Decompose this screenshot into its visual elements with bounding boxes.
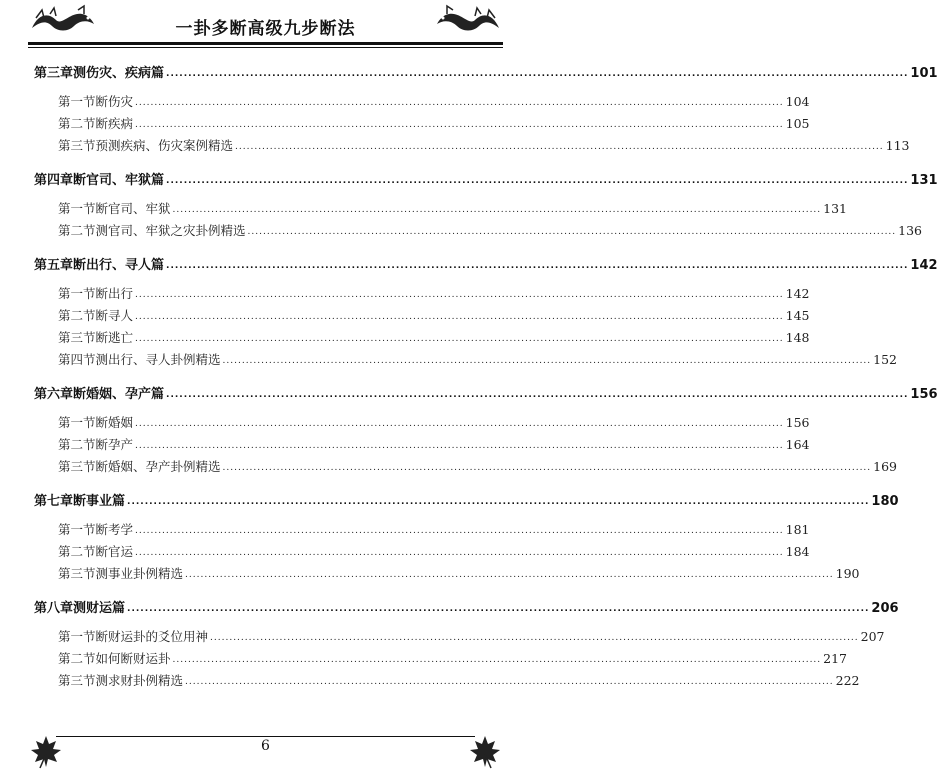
spacer — [34, 276, 485, 284]
section-entry — [34, 435, 810, 457]
section-number: 第二节 — [58, 223, 96, 238]
chapter-page-number: 156 — [910, 387, 938, 402]
section-page-number: 184 — [785, 544, 810, 559]
section-entry — [34, 114, 810, 136]
section-page-number: 217 — [823, 651, 848, 666]
dot-leader: ........................................................................................................................................................................ — [222, 356, 872, 366]
chapter-page-number: 206 — [871, 601, 899, 616]
section-page-number: 152 — [873, 352, 898, 367]
chapter-title: 断官司、牢狱篇 — [73, 173, 165, 188]
dot-leader: ........................................................................................................................................................................ — [166, 176, 909, 186]
dot-leader: ........................................................................................................................................................................ — [135, 548, 784, 558]
section-title: 测事业卦例精选 — [95, 566, 184, 581]
spacer — [34, 191, 485, 199]
book-title: 一卦多断高级九步断法 — [175, 19, 356, 39]
section-title: 断婚姻、孕产卦例精选 — [95, 459, 221, 474]
chapter-page-number: 142 — [910, 258, 938, 273]
section-number: 第二节 — [58, 308, 96, 323]
header-rule-thin — [28, 47, 503, 48]
section-title: 断孕产 — [95, 437, 134, 452]
section-number: 第一节 — [58, 94, 96, 109]
chapter-number: 第四章 — [34, 173, 74, 188]
section-page-number: 142 — [785, 286, 810, 301]
section-title: 断官运 — [95, 544, 134, 559]
chapter-entry — [34, 490, 899, 512]
section-number: 第三节 — [58, 330, 96, 345]
section-page-number: 145 — [785, 308, 810, 323]
dot-leader: ........................................................................................................................................................................ — [166, 69, 909, 79]
section-page-number: 156 — [785, 415, 810, 430]
section-entry — [34, 564, 860, 586]
dragon-icon — [433, 6, 503, 36]
maple-leaf-icon — [467, 734, 503, 770]
section-page-number: 148 — [785, 330, 810, 345]
dot-leader: ........................................................................................................................................................................ — [235, 142, 884, 152]
section-title: 断出行 — [95, 286, 134, 301]
section-entry — [34, 306, 810, 328]
section-title: 断考学 — [95, 522, 134, 537]
spacer — [34, 405, 485, 413]
section-entry — [34, 627, 885, 649]
dot-leader: ........................................................................................................................................................................ — [135, 290, 784, 300]
section-page-number: 169 — [873, 459, 898, 474]
chapter-entry — [34, 383, 938, 405]
dot-leader: ........................................................................................................................................................................ — [135, 419, 784, 429]
chapter-title: 断出行、寻人篇 — [73, 258, 165, 273]
section-title: 断官司、牢狱 — [95, 201, 171, 216]
spacer — [34, 84, 485, 92]
section-title: 如何断财运卦 — [95, 651, 171, 666]
dot-leader: ........................................................................................................................................................................ — [135, 526, 784, 536]
section-entry — [34, 92, 810, 114]
chapter-entry — [34, 597, 899, 619]
dot-leader: ........................................................................................................................................................................ — [222, 463, 872, 473]
section-number: 第四节 — [58, 352, 96, 367]
dot-leader: ........................................................................................................................................................................ — [185, 570, 834, 580]
dot-leader: ........................................................................................................................................................................ — [127, 497, 870, 507]
chapter-title: 测财运篇 — [73, 601, 126, 616]
chapter-page-number: 101 — [910, 66, 938, 81]
section-entry — [34, 457, 898, 479]
section-number: 第一节 — [58, 286, 96, 301]
section-page-number: 104 — [785, 94, 810, 109]
spacer — [34, 372, 485, 383]
section-title: 测出行、寻人卦例精选 — [95, 352, 221, 367]
section-entry — [34, 520, 810, 542]
section-page-number: 105 — [785, 116, 810, 131]
section-title: 测官司、牢狱之灾卦例精选 — [95, 223, 246, 238]
section-page-number: 113 — [885, 138, 910, 153]
section-page-number: 222 — [835, 673, 860, 688]
spacer — [34, 619, 485, 627]
dot-leader: ........................................................................................................................................................................ — [135, 120, 784, 130]
section-number: 第一节 — [58, 201, 96, 216]
page-number: 6 — [261, 738, 270, 754]
dot-leader: ........................................................................................................................................................................ — [135, 441, 784, 451]
chapter-number: 第八章 — [34, 601, 74, 616]
table-of-contents — [34, 62, 938, 693]
chapter-number: 第三章 — [34, 66, 74, 81]
section-title: 断逃亡 — [95, 330, 134, 345]
section-title: 断寻人 — [95, 308, 134, 323]
section-number: 第一节 — [58, 415, 96, 430]
section-title: 断财运卦的爻位用神 — [95, 629, 209, 644]
section-entry — [34, 413, 810, 435]
chapter-entry — [34, 169, 938, 191]
chapter-page-number: 180 — [871, 494, 899, 509]
dot-leader: ........................................................................................................................................................................ — [135, 312, 784, 322]
section-number: 第一节 — [58, 522, 96, 537]
chapter-number: 第六章 — [34, 387, 74, 402]
section-entry — [34, 328, 810, 350]
section-number: 第一节 — [58, 629, 96, 644]
dot-leader: ........................................................................................................................................................................ — [210, 633, 859, 643]
page-header — [28, 6, 503, 44]
section-number: 第三节 — [58, 138, 96, 153]
section-number: 第二节 — [58, 437, 96, 452]
section-title: 预测疾病、伤灾案例精选 — [95, 138, 234, 153]
section-entry — [34, 350, 898, 372]
dot-leader: ........................................................................................................................................................................ — [185, 677, 834, 687]
section-number: 第三节 — [58, 459, 96, 474]
section-number: 第三节 — [58, 673, 96, 688]
section-title: 断婚姻 — [95, 415, 134, 430]
dot-leader: ........................................................................................................................................................................ — [166, 261, 909, 271]
spacer — [34, 158, 485, 169]
section-title: 测求财卦例精选 — [95, 673, 184, 688]
section-page-number: 164 — [785, 437, 810, 452]
section-entry — [34, 221, 923, 243]
dot-leader: ........................................................................................................................................................................ — [172, 205, 822, 215]
section-page-number: 207 — [860, 629, 885, 644]
section-number: 第二节 — [58, 544, 96, 559]
section-page-number: 131 — [823, 201, 848, 216]
chapter-number: 第五章 — [34, 258, 74, 273]
section-entry — [34, 542, 810, 564]
section-title: 断伤灾 — [95, 94, 134, 109]
spacer — [34, 512, 485, 520]
section-title: 断疾病 — [95, 116, 134, 131]
chapter-title: 断婚姻、孕产篇 — [73, 387, 165, 402]
section-number: 第二节 — [58, 116, 96, 131]
section-entry — [34, 136, 910, 158]
chapter-title: 测伤灾、疾病篇 — [73, 66, 165, 81]
dot-leader: ........................................................................................................................................................................ — [166, 390, 909, 400]
chapter-entry — [34, 62, 938, 84]
section-page-number: 136 — [898, 223, 923, 238]
section-entry — [34, 649, 848, 671]
section-entry — [34, 284, 810, 306]
section-number: 第二节 — [58, 651, 96, 666]
footer-rule — [56, 736, 475, 737]
section-page-number: 190 — [835, 566, 860, 581]
section-entry — [34, 671, 860, 693]
section-entry — [34, 199, 848, 221]
dot-leader: ........................................................................................................................................................................ — [247, 227, 897, 237]
dot-leader: ........................................................................................................................................................................ — [135, 334, 784, 344]
spacer — [34, 479, 485, 490]
chapter-entry — [34, 254, 938, 276]
chapter-title: 断事业篇 — [73, 494, 126, 509]
dot-leader: ........................................................................................................................................................................ — [172, 655, 822, 665]
spacer — [34, 243, 485, 254]
header-rule — [28, 42, 503, 45]
chapter-page-number: 131 — [910, 173, 938, 188]
section-page-number: 181 — [785, 522, 810, 537]
page-footer — [28, 728, 503, 778]
section-number: 第三节 — [58, 566, 96, 581]
chapter-number: 第七章 — [34, 494, 74, 509]
dot-leader: ........................................................................................................................................................................ — [135, 98, 784, 108]
dot-leader: ........................................................................................................................................................................ — [127, 604, 870, 614]
spacer — [34, 586, 485, 597]
